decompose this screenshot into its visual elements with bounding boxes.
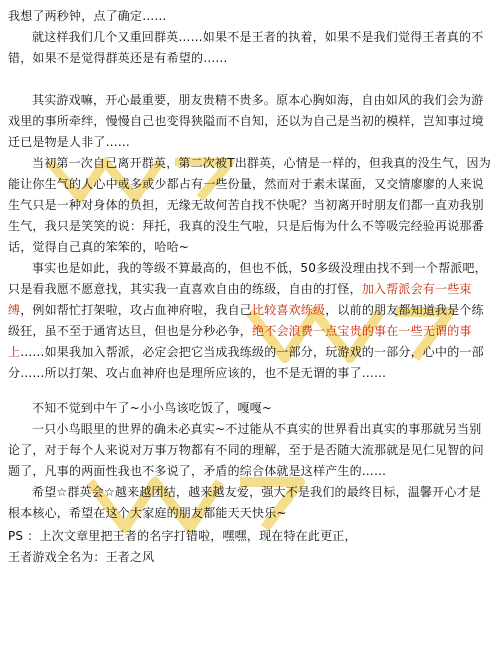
paragraph-spacer: [8, 69, 492, 90]
paragraph-5-text: ，例如帮忙打架啦，攻占血神府啦，我自己: [20, 303, 253, 317]
paragraph-2: 就这样我们几个又重回群英……如果不是王者的执着，如果不是我们觉得王者真的不错，如果不是觉得群英还是有希望的……: [8, 30, 484, 65]
paragraph-5-highlight: 比较喜欢练级: [252, 303, 326, 317]
game-fullname: 王者游戏全名为：王者之风: [8, 550, 155, 564]
paragraph-5: [8, 258, 492, 384]
article-body: [8, 6, 492, 568]
paragraph-4: 当初第一次自己离开群英，第二次被T出群英，心情是一样的，但我真的没生气，因为能让你生气的人心中或多或少都占有一些份量，然而对于素未谋面，又交情廖廖的人来说生气只是一种对身体的负担，无缘无故何苦自找不快呢？当初离开时朋友们都一直劝我别生气，我只是笑笑的说：拜托，我真的没生气啦，只是后悔为什么不等吸完经验再说那番话，觉得自己真的笨笨的，哈哈~: [8, 156, 491, 254]
paragraph-5-text: 事实也是如此，我的等级不算最高的，但也不低，50多级没理由找不到一个帮派吧，只是看我愿不愿意找，其实我一直喜欢自由的练级，自由的打怪，: [8, 261, 487, 296]
paragraph-6: 不知不觉到中午了~小小鸟该吃饭了，嘎嘎~: [32, 401, 273, 415]
paragraph-5-highlight: 绝不会浪费一点宝贵的事在一些无谓的事上: [8, 324, 472, 359]
paragraph-3: 其实游戏嘛，开心最重要，朋友贵精不贵多。原本心胸如海，自由如风的我们会为游戏里的事所牵绊，慢慢自己也变得狭隘而不自知，还以为自己是当初的模样，岂知事过境迁已是物是人非了……: [8, 93, 484, 149]
paragraph-8: 希望☆群英会☆越来越团结，越来越友爱，强大不是我们的最终目标，温馨开心才是根本核心，希望在这个大家庭的朋友都能天天快乐~: [8, 485, 481, 520]
paragraph-spacer: [8, 384, 492, 398]
paragraph-5-text: ，以前的朋友都知道我是个练级狂，虽不至于通宵达旦，但也是分秒必争，: [8, 303, 484, 338]
paragraph-5-highlight: 加入帮派会有一些束缚: [8, 282, 472, 317]
paragraph-7: 一只小鸟眼里的世界的确未必真实~不过能从不真实的世界看出真实的事那就另当别论了，对于每个人来说对万事万物都有不同的理解，至于是否随大流那就是见仁见智的问题了，凡事的两面性我也不多说了，矛盾的综合体就是这样产生的……: [8, 422, 484, 478]
paragraph-1: 我想了两秒钟，点了确定……: [8, 9, 167, 23]
paragraph-5-text: ……如果我加入帮派，必定会把它当成我练级的一部分，玩游戏的一部分，心中的一部分……所以打架、攻占血神府也是理所应该的，也不是无谓的事了……: [8, 345, 484, 380]
ps-note: PS ：上次文章里把王者的名字打错啦，嘿嘿，现在特在此更正，: [8, 529, 357, 543]
